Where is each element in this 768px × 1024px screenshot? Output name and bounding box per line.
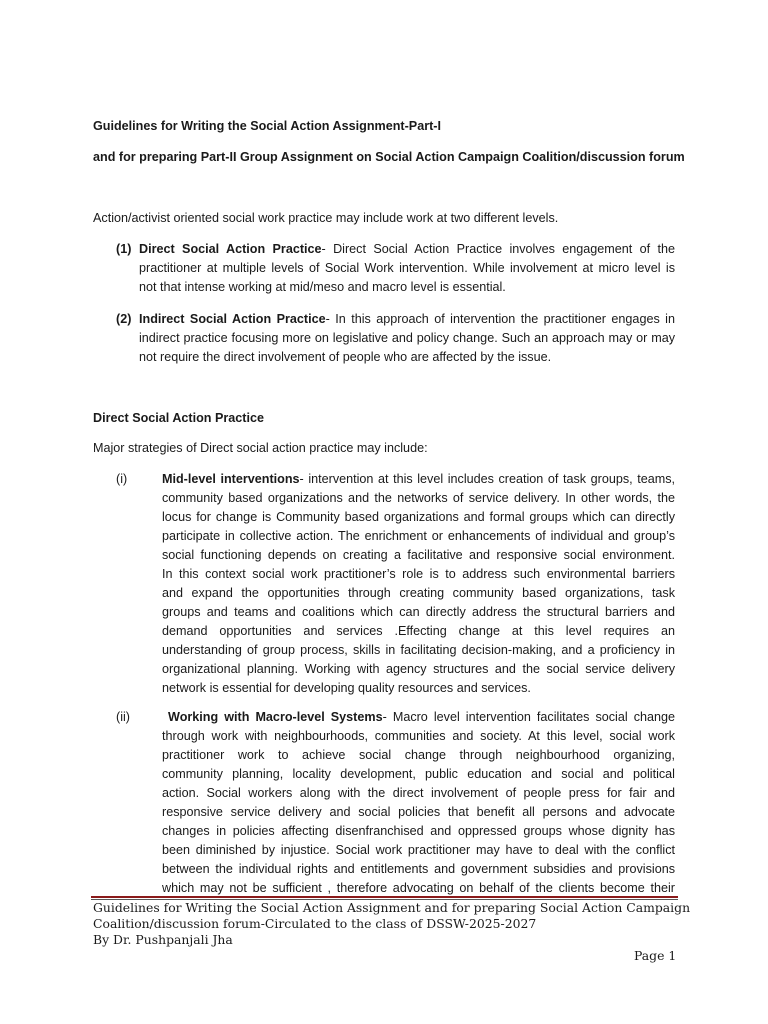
strategy-2-numeral: (ii) xyxy=(116,710,130,724)
level-1-number: (1) xyxy=(116,242,132,256)
strategy-1-line: and expand the opportunities through creating community based organizations, task xyxy=(162,586,675,600)
level-2-body xyxy=(139,310,675,367)
strategy-2-line: action. Social workers along with the direct involvement of people press for fair and xyxy=(162,786,675,800)
footer-line-1: Guidelines for Writing the Social Action Assignment and for preparing Social Action Campaign xyxy=(93,900,691,915)
level-1-line-3: not that intense working at mid/meso and macro level is essential. xyxy=(139,280,506,294)
strategy-1-line: groups and teams and coalitions which can directly address the structural barriers and xyxy=(162,605,675,619)
level-2-line-1: Indirect Social Action Practice- In this approach of intervention the practitioner engages in xyxy=(139,312,675,326)
strategy-2-body xyxy=(162,708,675,898)
strategies-intro: Major strategies of Direct social action practice may include: xyxy=(93,441,428,455)
strategy-1-body xyxy=(162,470,675,698)
level-2-term: Indirect Social Action Practice xyxy=(139,312,326,326)
page-number: Page 1 xyxy=(634,948,677,963)
strategy-1-line: In this context social work practitioner’s role is to address such environmental barriers xyxy=(162,567,675,581)
section-heading: Direct Social Action Practice xyxy=(93,411,265,425)
footer-line-2: Coalition/discussion forum-Circulated to the class of DSSW-2025-2027 xyxy=(93,916,537,931)
strategy-2-line: through work with neighbourhoods, communities and society. At this level, social work xyxy=(162,729,675,743)
strategy-2-line: community planning, locality development, public education and social and political xyxy=(162,767,675,781)
strategy-1-numeral: (i) xyxy=(116,472,128,486)
strategy-2-line-1: Working with Macro-level Systems- Macro level intervention facilitates social change xyxy=(168,710,675,724)
strategy-2-term: Working with Macro-level Systems xyxy=(168,710,383,724)
level-1-body xyxy=(139,240,675,297)
title-line-2: and for preparing Part-II Group Assignment on Social Action Campaign Coalition/discussion forum xyxy=(93,150,685,164)
level-1-term: Direct Social Action Practice xyxy=(139,242,322,256)
level-2-line-2: indirect practice focusing more on legislative and policy change. Such an approach may or may xyxy=(139,331,675,345)
level-2-line-3: not require the direct involvement of people who are affected by the issue. xyxy=(139,350,552,364)
strategy-2-line: responsive service delivery and social policies that benefit all persons and advocate xyxy=(162,805,675,819)
footer-line-3: By Dr. Pushpanjali Jha xyxy=(93,932,233,947)
strategy-1-line-1: Mid-level interventions- intervention at this level includes creation of task groups, teams, xyxy=(162,472,675,486)
strategy-2-line: which may not be sufficient , therefore advocating on behalf of the clients become their xyxy=(162,881,675,895)
level-2-number: (2) xyxy=(116,312,132,326)
strategy-1-line: participate in collective action. The enrichment or enhancements of individual and group’s xyxy=(162,529,675,543)
strategy-1-line: understanding of group process, skills in facilitating decision-making, and a proficiency in xyxy=(162,643,675,657)
strategy-1-line: network is essential for developing quality resources and services. xyxy=(162,681,531,695)
strategy-1-line: demand opportunities and services .Effecting change at this level requires an xyxy=(162,624,675,638)
title-line-1: Guidelines for Writing the Social Action Assignment-Part-I xyxy=(93,119,441,133)
footer-divider-accent xyxy=(91,896,678,898)
strategy-1-line: social functioning depends on creating a facilitative and responsive social environment. xyxy=(162,548,675,562)
strategy-1-term: Mid-level interventions xyxy=(162,472,300,486)
strategy-1-line: locus for change is Community based organizations and formal groups which can directly xyxy=(162,510,675,524)
strategy-2-line: changes in policies affecting disenfranchised and oppressed groups whose dignity has xyxy=(162,824,675,838)
strategy-2-line: between the individual rights and entitlements and government subsidies and provisions xyxy=(162,862,675,876)
strategy-1-line: organizational planning. Working with agency structures and the social service delivery xyxy=(162,662,675,676)
footer xyxy=(93,900,690,948)
strategy-1-line: community based organizations and the networks of service delivery. In other words, the xyxy=(162,491,675,505)
intro-paragraph: Action/activist oriented social work practice may include work at two different levels. xyxy=(93,211,559,225)
level-1-line-1: Direct Social Action Practice- Direct Social Action Practice involves engagement of the xyxy=(139,242,675,256)
strategy-2-line: been diminished by injustice. Social work practitioner may have to deal with the conflict xyxy=(162,843,675,857)
strategy-2-line: practitioner work to achieve social change through neighbourhood organizing, xyxy=(162,748,675,762)
level-1-line-2: practitioner at multiple levels of Social Work intervention. While involvement at micro level is xyxy=(139,261,675,275)
